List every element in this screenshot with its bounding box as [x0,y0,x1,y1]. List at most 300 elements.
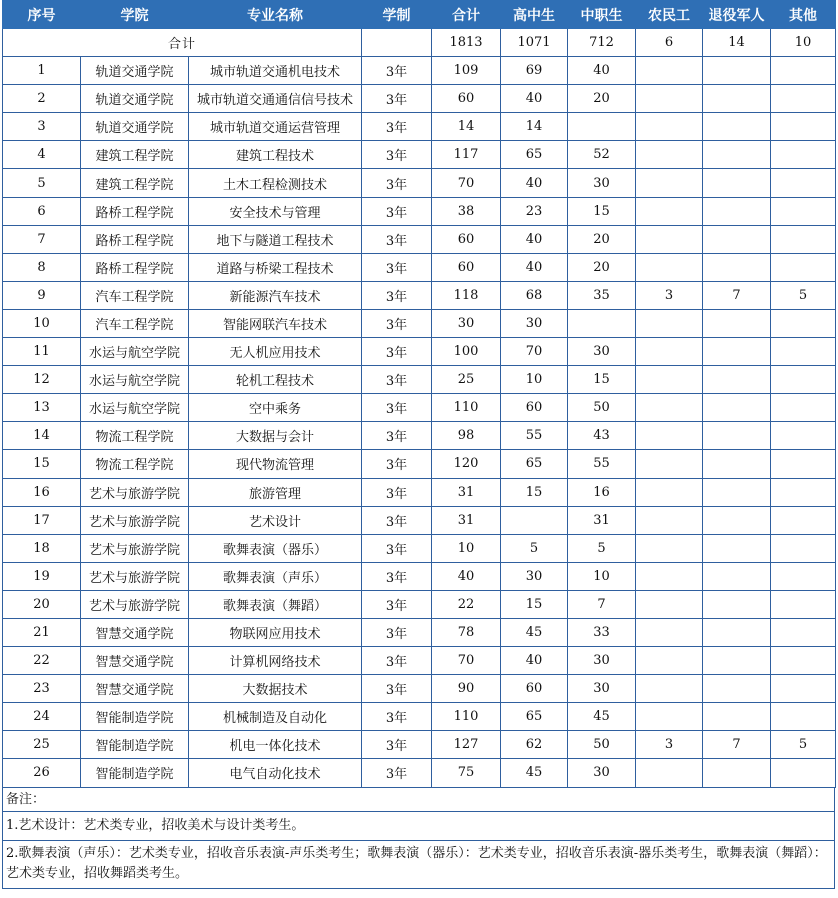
major-cell: 旅游管理 [189,478,362,506]
total-high-school: 1071 [501,29,568,57]
table-row [3,534,836,562]
migrant-worker-cell [636,422,703,450]
total-cell: 78 [432,618,501,646]
high-school-cell [501,506,568,534]
major-cell: 安全技术与管理 [189,197,362,225]
veteran-cell [703,478,771,506]
table-row [3,309,836,337]
major-cell: 大数据与会计 [189,422,362,450]
enrollment-table [2,0,836,788]
table-row [3,225,836,253]
vocational-cell: 50 [568,394,636,422]
college-cell: 水运与航空学院 [81,338,189,366]
table-row [3,169,836,197]
migrant-worker-cell [636,675,703,703]
migrant-worker-cell: 3 [636,281,703,309]
other-cell [771,169,836,197]
note-item-1: 1.艺术设计：艺术类专业，招收美术与设计类考生。 [3,812,834,841]
total-row [3,29,836,57]
migrant-worker-cell [636,113,703,141]
years-cell: 3年 [362,590,432,618]
table-header-row [3,1,836,29]
years-cell: 3年 [362,338,432,366]
college-cell: 汽车工程学院 [81,281,189,309]
row-number: 10 [3,309,81,337]
table-row [3,731,836,759]
major-cell: 物联网应用技术 [189,618,362,646]
migrant-worker-cell [636,366,703,394]
college-cell: 轨道交通学院 [81,113,189,141]
total-sum: 1813 [432,29,501,57]
other-cell [771,197,836,225]
veteran-cell [703,253,771,281]
row-number: 7 [3,225,81,253]
high-school-cell: 40 [501,253,568,281]
years-cell: 3年 [362,478,432,506]
major-cell: 新能源汽车技术 [189,281,362,309]
vocational-cell: 16 [568,478,636,506]
migrant-worker-cell [636,309,703,337]
total-cell: 38 [432,197,501,225]
college-cell: 智能制造学院 [81,731,189,759]
table-row [3,478,836,506]
major-cell: 城市轨道交通机电技术 [189,57,362,85]
college-cell: 智慧交通学院 [81,675,189,703]
high-school-cell: 62 [501,731,568,759]
vocational-cell: 52 [568,141,636,169]
high-school-cell: 45 [501,618,568,646]
row-number: 14 [3,422,81,450]
total-veteran: 14 [703,29,771,57]
veteran-cell [703,113,771,141]
total-cell: 109 [432,57,501,85]
veteran-cell [703,366,771,394]
vocational-cell: 30 [568,675,636,703]
veteran-cell: 7 [703,281,771,309]
total-label: 合计 [3,29,362,57]
other-cell [771,618,836,646]
veteran-cell [703,394,771,422]
major-cell: 艺术设计 [189,506,362,534]
total-cell: 127 [432,731,501,759]
table-row [3,562,836,590]
high-school-cell: 14 [501,113,568,141]
row-number: 4 [3,141,81,169]
college-cell: 智慧交通学院 [81,618,189,646]
high-school-cell: 15 [501,590,568,618]
header-years: 学制 [362,1,432,29]
other-cell [771,534,836,562]
years-cell: 3年 [362,422,432,450]
major-cell: 智能网联汽车技术 [189,309,362,337]
years-cell: 3年 [362,281,432,309]
migrant-worker-cell [636,394,703,422]
total-cell: 100 [432,338,501,366]
row-number: 9 [3,281,81,309]
vocational-cell: 50 [568,731,636,759]
college-cell: 智能制造学院 [81,703,189,731]
vocational-cell: 31 [568,506,636,534]
veteran-cell [703,534,771,562]
years-cell: 3年 [362,309,432,337]
total-cell: 31 [432,478,501,506]
veteran-cell [703,141,771,169]
major-cell: 土木工程检测技术 [189,169,362,197]
vocational-cell: 55 [568,450,636,478]
other-cell [771,85,836,113]
table-row [3,366,836,394]
major-cell: 建筑工程技术 [189,141,362,169]
veteran-cell [703,85,771,113]
row-number: 24 [3,703,81,731]
years-cell: 3年 [362,57,432,85]
row-number: 6 [3,197,81,225]
migrant-worker-cell [636,759,703,787]
vocational-cell: 30 [568,169,636,197]
total-vocational: 712 [568,29,636,57]
header-college: 学院 [81,1,189,29]
other-cell [771,366,836,394]
veteran-cell [703,647,771,675]
table-row [3,675,836,703]
other-cell [771,478,836,506]
major-cell: 歌舞表演（声乐） [189,562,362,590]
other-cell [771,562,836,590]
high-school-cell: 23 [501,197,568,225]
veteran-cell [703,506,771,534]
migrant-worker-cell [636,506,703,534]
high-school-cell: 15 [501,478,568,506]
header-vocational: 中职生 [568,1,636,29]
college-cell: 路桥工程学院 [81,253,189,281]
years-cell: 3年 [362,85,432,113]
migrant-worker-cell [636,647,703,675]
high-school-cell: 70 [501,338,568,366]
high-school-cell: 55 [501,422,568,450]
major-cell: 城市轨道交通运营管理 [189,113,362,141]
high-school-cell: 69 [501,57,568,85]
total-cell: 120 [432,450,501,478]
row-number: 3 [3,113,81,141]
major-cell: 道路与桥梁工程技术 [189,253,362,281]
table-row [3,281,836,309]
migrant-worker-cell: 3 [636,731,703,759]
total-cell: 14 [432,113,501,141]
migrant-worker-cell [636,703,703,731]
years-cell: 3年 [362,647,432,675]
table-row [3,253,836,281]
major-cell: 计算机网络技术 [189,647,362,675]
row-number: 11 [3,338,81,366]
notes-section [2,788,835,889]
table-row [3,703,836,731]
header-major: 专业名称 [189,1,362,29]
table-row [3,618,836,646]
total-years-cell [362,29,432,57]
years-cell: 3年 [362,675,432,703]
high-school-cell: 40 [501,225,568,253]
total-cell: 90 [432,675,501,703]
other-cell [771,703,836,731]
total-cell: 10 [432,534,501,562]
total-cell: 75 [432,759,501,787]
years-cell: 3年 [362,141,432,169]
major-cell: 机电一体化技术 [189,731,362,759]
college-cell: 艺术与旅游学院 [81,506,189,534]
table-row [3,57,836,85]
vocational-cell [568,113,636,141]
vocational-cell: 15 [568,366,636,394]
college-cell: 路桥工程学院 [81,225,189,253]
years-cell: 3年 [362,394,432,422]
major-cell: 无人机应用技术 [189,338,362,366]
high-school-cell: 68 [501,281,568,309]
years-cell: 3年 [362,253,432,281]
college-cell: 轨道交通学院 [81,57,189,85]
total-cell: 117 [432,141,501,169]
years-cell: 3年 [362,366,432,394]
high-school-cell: 60 [501,675,568,703]
major-cell: 城市轨道交通通信信号技术 [189,85,362,113]
other-cell [771,450,836,478]
other-cell [771,422,836,450]
years-cell: 3年 [362,618,432,646]
major-cell: 空中乘务 [189,394,362,422]
migrant-worker-cell [636,590,703,618]
other-cell: 5 [771,281,836,309]
veteran-cell [703,618,771,646]
table-row [3,85,836,113]
veteran-cell [703,675,771,703]
veteran-cell [703,169,771,197]
college-cell: 水运与航空学院 [81,394,189,422]
table-row [3,338,836,366]
vocational-cell: 33 [568,618,636,646]
years-cell: 3年 [362,450,432,478]
college-cell: 轨道交通学院 [81,85,189,113]
vocational-cell: 35 [568,281,636,309]
other-cell [771,113,836,141]
veteran-cell [703,309,771,337]
migrant-worker-cell [636,534,703,562]
high-school-cell: 30 [501,309,568,337]
total-cell: 70 [432,647,501,675]
other-cell [771,141,836,169]
table-row [3,141,836,169]
college-cell: 物流工程学院 [81,422,189,450]
major-cell: 地下与隧道工程技术 [189,225,362,253]
other-cell [771,590,836,618]
row-number: 13 [3,394,81,422]
years-cell: 3年 [362,225,432,253]
header-veteran: 退役军人 [703,1,771,29]
migrant-worker-cell [636,253,703,281]
row-number: 16 [3,478,81,506]
total-cell: 22 [432,590,501,618]
row-number: 22 [3,647,81,675]
row-number: 25 [3,731,81,759]
other-cell [771,506,836,534]
college-cell: 艺术与旅游学院 [81,562,189,590]
major-cell: 歌舞表演（舞蹈） [189,590,362,618]
veteran-cell [703,225,771,253]
table-row [3,759,836,787]
vocational-cell: 30 [568,647,636,675]
college-cell: 建筑工程学院 [81,169,189,197]
other-cell: 5 [771,731,836,759]
vocational-cell: 5 [568,534,636,562]
table-row [3,422,836,450]
veteran-cell [703,590,771,618]
major-cell: 轮机工程技术 [189,366,362,394]
table-row [3,450,836,478]
row-number: 18 [3,534,81,562]
migrant-worker-cell [636,169,703,197]
total-other: 10 [771,29,836,57]
total-cell: 40 [432,562,501,590]
college-cell: 艺术与旅游学院 [81,478,189,506]
vocational-cell: 30 [568,759,636,787]
row-number: 23 [3,675,81,703]
high-school-cell: 5 [501,534,568,562]
row-number: 15 [3,450,81,478]
other-cell [771,647,836,675]
total-cell: 25 [432,366,501,394]
row-number: 2 [3,85,81,113]
vocational-cell: 20 [568,85,636,113]
years-cell: 3年 [362,703,432,731]
veteran-cell [703,338,771,366]
years-cell: 3年 [362,197,432,225]
enrollment-plan-sheet [2,0,835,889]
row-number: 5 [3,169,81,197]
total-migrant-worker: 6 [636,29,703,57]
high-school-cell: 10 [501,366,568,394]
veteran-cell [703,450,771,478]
vocational-cell: 20 [568,225,636,253]
high-school-cell: 65 [501,703,568,731]
high-school-cell: 60 [501,394,568,422]
veteran-cell [703,422,771,450]
high-school-cell: 40 [501,85,568,113]
row-number: 8 [3,253,81,281]
table-row [3,590,836,618]
college-cell: 水运与航空学院 [81,366,189,394]
years-cell: 3年 [362,169,432,197]
high-school-cell: 65 [501,450,568,478]
college-cell: 物流工程学院 [81,450,189,478]
total-cell: 98 [432,422,501,450]
years-cell: 3年 [362,731,432,759]
note-item-2: 2.歌舞表演（声乐）：艺术类专业，招收音乐表演-声乐类考生；歌舞表演（器乐）：艺术类专业，招收音乐表演-器乐类考生，歌舞表演（舞蹈）：艺术类专业，招收舞蹈类考生。 [3,841,834,889]
years-cell: 3年 [362,562,432,590]
header-high-school: 高中生 [501,1,568,29]
row-number: 12 [3,366,81,394]
veteran-cell: 7 [703,731,771,759]
veteran-cell [703,759,771,787]
row-number: 17 [3,506,81,534]
vocational-cell: 20 [568,253,636,281]
table-row [3,394,836,422]
row-number: 19 [3,562,81,590]
major-cell: 现代物流管理 [189,450,362,478]
other-cell [771,394,836,422]
high-school-cell: 40 [501,169,568,197]
table-row [3,647,836,675]
major-cell: 电气自动化技术 [189,759,362,787]
other-cell [771,675,836,703]
high-school-cell: 65 [501,141,568,169]
years-cell: 3年 [362,534,432,562]
migrant-worker-cell [636,562,703,590]
vocational-cell: 7 [568,590,636,618]
total-cell: 110 [432,394,501,422]
migrant-worker-cell [636,450,703,478]
other-cell [771,338,836,366]
veteran-cell [703,57,771,85]
migrant-worker-cell [636,85,703,113]
veteran-cell [703,703,771,731]
years-cell: 3年 [362,113,432,141]
total-cell: 110 [432,703,501,731]
major-cell: 歌舞表演（器乐） [189,534,362,562]
migrant-worker-cell [636,57,703,85]
total-cell: 30 [432,309,501,337]
college-cell: 艺术与旅游学院 [81,590,189,618]
table-body [3,29,836,788]
other-cell [771,225,836,253]
vocational-cell: 40 [568,57,636,85]
college-cell: 智慧交通学院 [81,647,189,675]
migrant-worker-cell [636,338,703,366]
vocational-cell: 43 [568,422,636,450]
migrant-worker-cell [636,141,703,169]
row-number: 20 [3,590,81,618]
other-cell [771,57,836,85]
header-migrant-worker: 农民工 [636,1,703,29]
table-row [3,113,836,141]
years-cell: 3年 [362,506,432,534]
total-cell: 118 [432,281,501,309]
other-cell [771,759,836,787]
other-cell [771,309,836,337]
college-cell: 汽车工程学院 [81,309,189,337]
vocational-cell [568,309,636,337]
vocational-cell: 45 [568,703,636,731]
header-no: 序号 [3,1,81,29]
high-school-cell: 30 [501,562,568,590]
row-number: 1 [3,57,81,85]
vocational-cell: 15 [568,197,636,225]
veteran-cell [703,197,771,225]
veteran-cell [703,562,771,590]
total-cell: 31 [432,506,501,534]
total-cell: 60 [432,253,501,281]
notes-heading: 备注： [3,788,834,812]
college-cell: 智能制造学院 [81,759,189,787]
migrant-worker-cell [636,478,703,506]
college-cell: 建筑工程学院 [81,141,189,169]
vocational-cell: 10 [568,562,636,590]
header-other: 其他 [771,1,836,29]
row-number: 21 [3,618,81,646]
years-cell: 3年 [362,759,432,787]
migrant-worker-cell [636,197,703,225]
table-row [3,197,836,225]
other-cell [771,253,836,281]
header-total: 合计 [432,1,501,29]
table-row [3,506,836,534]
